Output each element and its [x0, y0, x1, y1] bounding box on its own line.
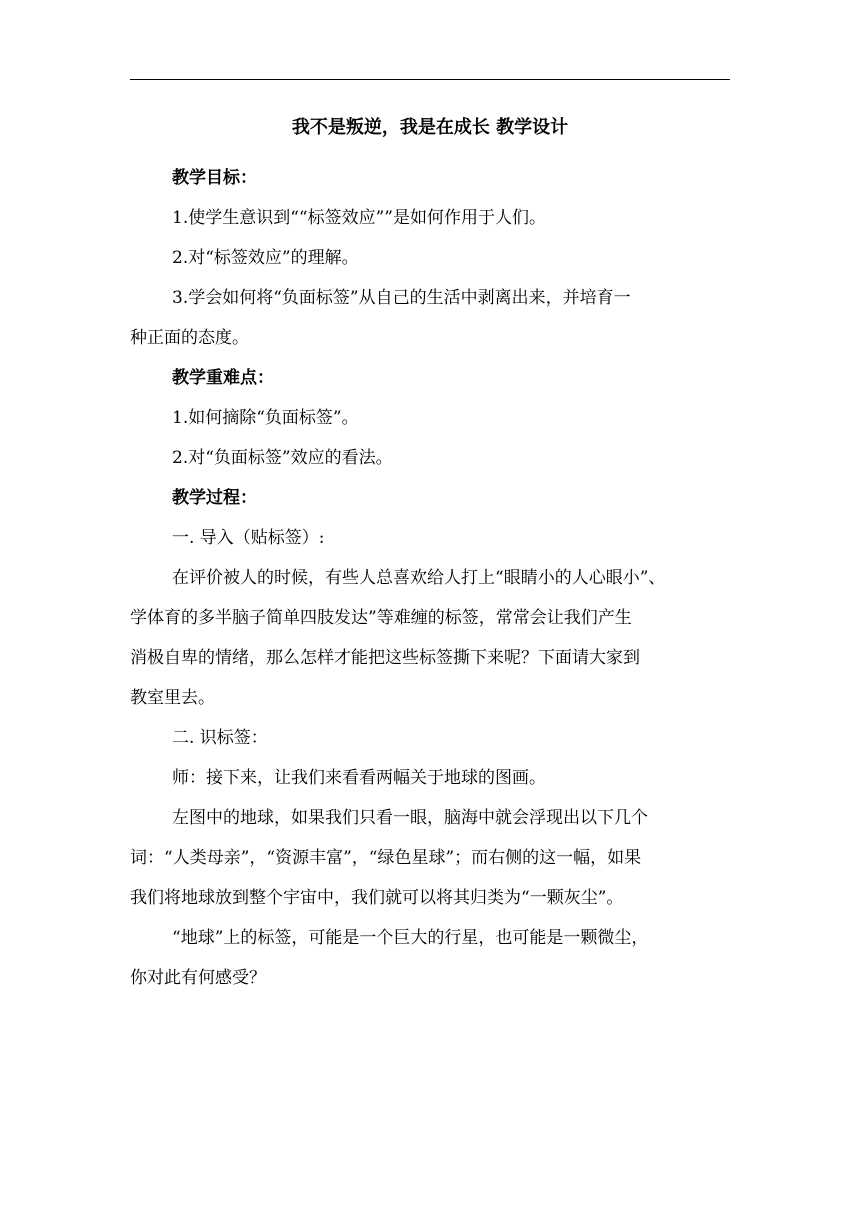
objective-item: 3.学会如何将“负面标签”从自己的生活中剥离出来，并培育一 — [172, 288, 631, 308]
step2-text-line: 左图中的地球，如果我们只看一眼，脑海中就会浮现出以下几个 — [172, 808, 648, 828]
keypoint-item: 2.对“负面标签”效应的看法。 — [172, 448, 393, 468]
step1-heading: 一. 导入（贴标签）: — [172, 528, 325, 548]
document-body — [130, 108, 730, 998]
objectives-heading: 教学目标： — [172, 168, 257, 188]
step2-text-line: 我们将地球放到整个宇宙中，我们就可以将其归类为“一颗灰尘”。 — [130, 888, 624, 908]
step2-intro: 师：接下来，让我们来看看两幅关于地球的图画。 — [172, 768, 546, 788]
objective-item-continued: 种正面的态度。 — [130, 328, 249, 348]
document-title: 我不是叛逆，我是在成长 教学设计 — [291, 117, 569, 138]
keypoint-item: 1.如何摘除“负面标签”。 — [172, 408, 359, 428]
step1-text-line: 学体育的多半脑子简单四肢发达”等难缠的标签，常常会让我们产生 — [130, 608, 632, 628]
step2-heading: 二. 识标签： — [172, 728, 268, 748]
step2-text-line: 词：“人类母亲”，“资源丰富”，“绿色星球”；而右侧的这一幅，如果 — [130, 848, 642, 868]
step1-text-line: 在评价被人的时候，有些人总喜欢给人打上“眼睛小的人心眼小”、 — [172, 568, 666, 588]
step1-text-line: 消极自卑的情绪，那么怎样才能把这些标签撕下来呢？下面请大家到 — [130, 648, 640, 668]
title-spacer — [130, 148, 730, 158]
keypoints-heading: 教学重难点： — [172, 368, 274, 388]
objective-item: 2.对“标签效应”的理解。 — [172, 248, 359, 268]
process-heading: 教学过程： — [172, 488, 257, 508]
step2-question-line: “地球”上的标签，可能是一个巨大的行星，也可能是一颗微尘， — [172, 928, 649, 948]
step1-text-line: 教室里去。 — [130, 688, 215, 708]
header-rule — [130, 79, 730, 80]
objective-item: 1.使学生意识到““标签效应””是如何作用于人们。 — [172, 208, 546, 228]
step2-question-line: 你对此有何感受？ — [130, 968, 266, 988]
